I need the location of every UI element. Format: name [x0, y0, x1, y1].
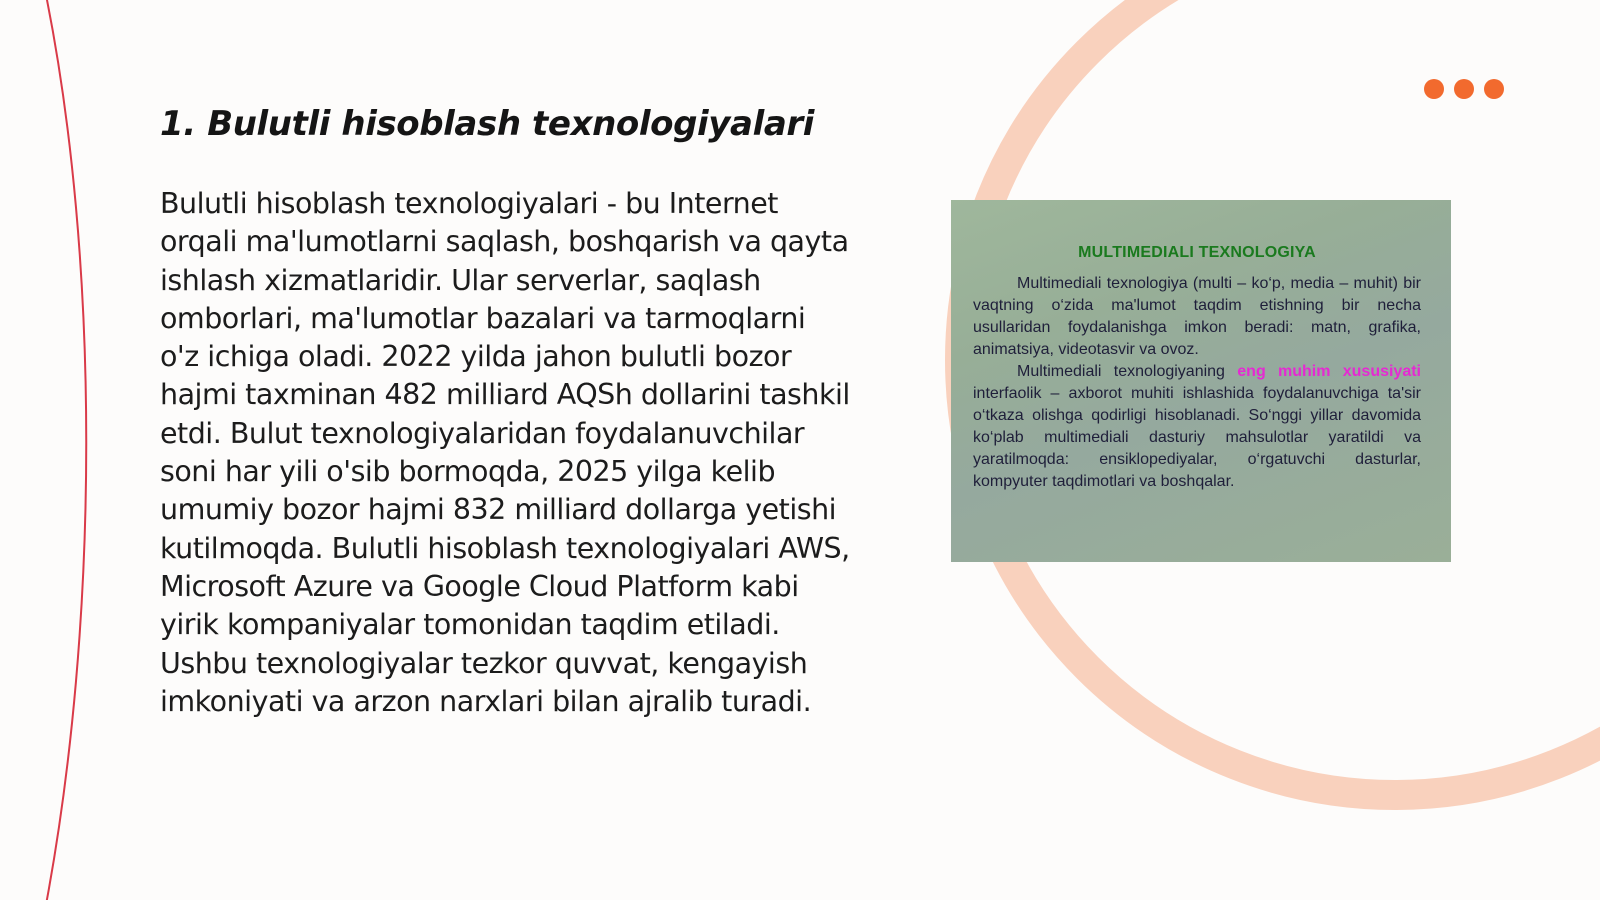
decorative-dots [1424, 79, 1504, 99]
dot-icon [1454, 79, 1474, 99]
dot-icon [1484, 79, 1504, 99]
paragraph-2-start: Multimediali texnologiyaning [1017, 363, 1225, 380]
embedded-image-title: MULTIMEDIALI TEXNOLOGIYA [1078, 244, 1316, 261]
left-red-curve [45, 0, 86, 900]
paragraph-2-highlight: eng muhim xususiyati [1237, 363, 1421, 380]
slide-title: 1. Bulutli hisoblash texnologiyalari [160, 104, 814, 144]
slide-body-text: Bulutli hisoblash texnologiyalari - bu Internet orqali ma'lumotlarni saqlash, boshqarish va qayta ishlash xizmatlaridir. Ular serverlar, saqlash omborlari, ma'lumotlar bazalari va tarmoqlarni o'z ichiga oladi. 2022 yilda jahon bulutli bozor hajmi taxminan 482 milliard AQSh dollarini tashkil etdi. Bulut texnologiyalaridan foydalanuvchilar soni har yili o'sib bormoqda, 2025 yilga kelib umumiy bozor hajmi 832 milliard dollarga yetishi kutilmoqda. Bulutli hisoblash texnologiyalari AWS, Microsoft Azure va Google Cloud Platform kabi yirik kompaniyalar tomonidan taqdim etiladi. Ushbu texnologiyalar tezkor quvvat, kengayish imkoniyati va arzon narxlari bilan ajralib turadi. [160, 187, 850, 718]
paragraph-2-end: interfaolik – axborot muhiti ishlashida foydalanuvchiga ta'sir o‘tkaza olishga qodirligi hisoblanadi. So‘nggi yillar davomida ko‘plab multimediali dasturiy mahsulotlar yaratildi va yaratilmoqda: ensiklopediyalar, o‘rgatuvchi dasturlar, kompyuter taqdimotlari va boshqalar. [973, 385, 1421, 490]
embedded-image-paragraph-1: Multimediali texnologiya (multi – ko‘p, media – muhit) bir vaqtning o‘zida ma'lumot taqdim etishning bir necha usullaridan foydalanishga imkon beradi: matn, grafika, animatsiya, videotasvir va ovoz. [973, 275, 1421, 358]
embedded-image-paragraph-2 [973, 361, 1421, 493]
dot-icon [1424, 79, 1444, 99]
embedded-image-multimedia [951, 200, 1451, 562]
